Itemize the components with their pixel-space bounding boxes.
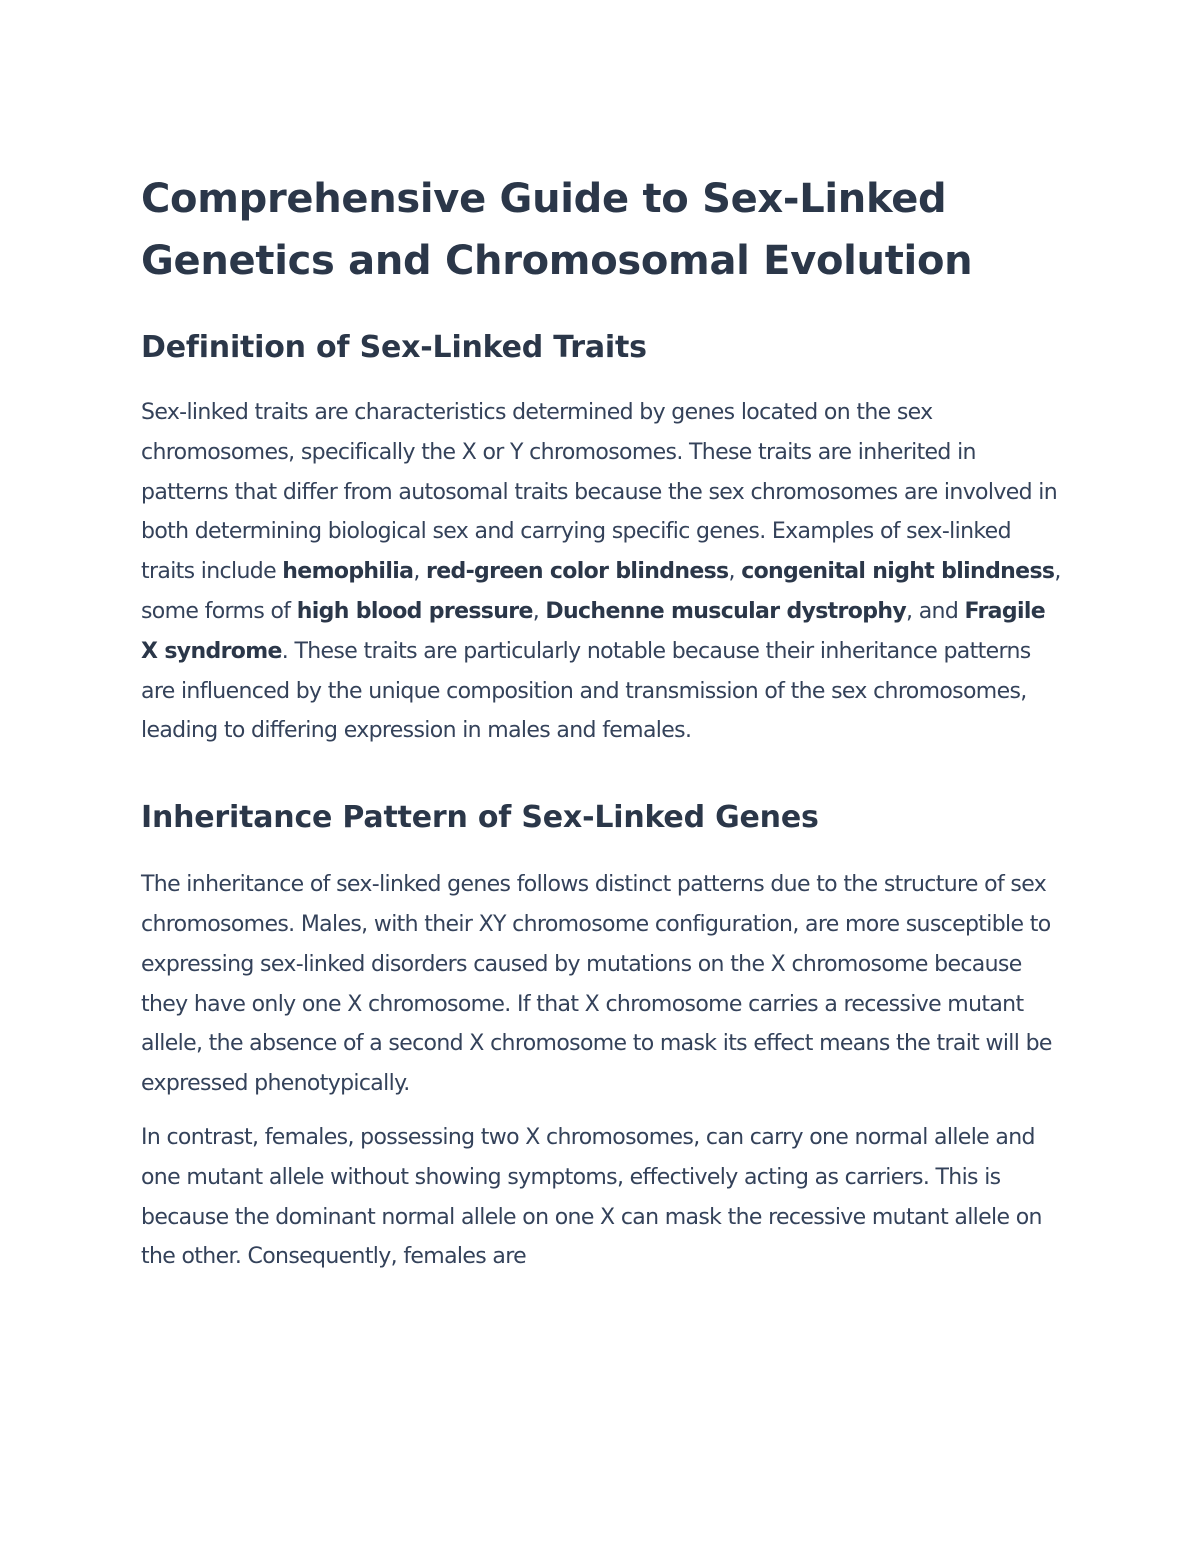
bold-term-high-blood-pressure: high blood pressure [296, 598, 533, 624]
paragraph-inheritance-1: The inheritance of sex-linked genes follows distinct patterns due to the structure of sex chromosomes. Males, with their XY chromosome configuration, are more susceptible to expressing sex-linked disorders caused by mutations on the X chromosome because they have only one X chromosome. If that X chromosome carries a recessive mutant allele, the absence of a second X chromosome to mask its effect means the trait will be expressed phenotypically. [141, 872, 1052, 1097]
paragraph-definition [141, 393, 1061, 751]
text-run: , and [906, 598, 965, 624]
section-heading-inheritance: Inheritance Pattern of Sex-Linked Genes [141, 800, 819, 836]
text-run: , [413, 559, 426, 585]
bold-term-night-blindness: congenital night blindness [741, 559, 1055, 585]
section-heading-definition: Definition of Sex-Linked Traits [141, 330, 647, 365]
text-run: Sex-linked traits are characteristics determined by genes located on the sex chromosomes, specifically the X or Y chromosomes. These traits are inherited in patterns that differ from autosomal traits because the sex chromosomes are involved in both determining biological sex and carrying specific genes. Examples of sex-linked traits include [141, 400, 1057, 585]
paragraph-inheritance-2: In contrast, females, possessing two X chromosomes, can carry one normal allele and one mutant allele without showing symptoms, effectively acting as carriers. This is because the dominant normal allele on one X can mask the recessive mutant allele on the other. Consequently, females are [141, 1124, 1042, 1270]
bold-term-hemophilia: hemophilia [282, 559, 414, 585]
bold-term-fragile-x: Fragile X syndrome [141, 598, 1046, 664]
document-title: Comprehensive Guide to Sex-Linked Genetics and Chromosomal Evolution [141, 176, 973, 284]
text-run: , [532, 598, 546, 624]
text-run: , some forms of [141, 559, 1061, 624]
bold-term-color-blindness: red-green color blindness [426, 559, 729, 585]
text-run: . These traits are particularly notable because their inheritance patterns are influenced by the unique composition and transmission of the sex chromosomes, leading to differing expression in males and females. [141, 638, 1031, 744]
text-run: , [728, 559, 742, 585]
document-page [141, 168, 1061, 1277]
bold-term-duchenne: Duchenne muscular dystrophy [545, 598, 907, 624]
